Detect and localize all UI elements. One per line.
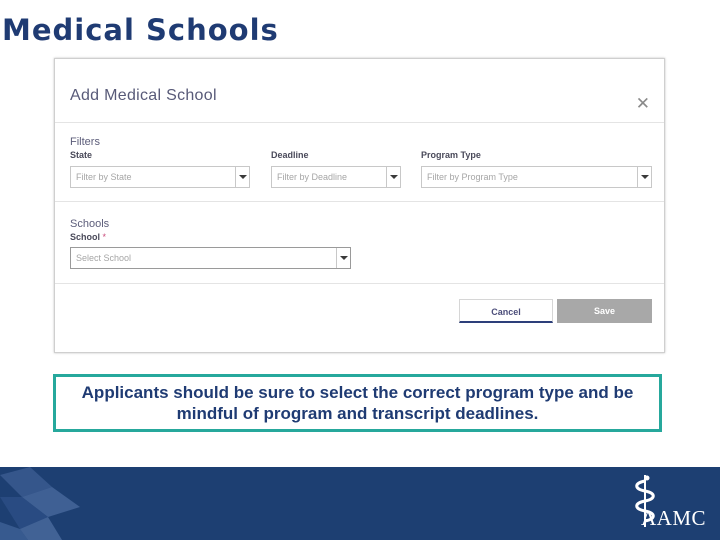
aamc-logo — [628, 473, 712, 535]
required-mark: * — [102, 232, 107, 242]
program-type-label: Program Type — [421, 150, 481, 160]
filters-divider — [55, 201, 664, 202]
logo-text: AAMC — [640, 506, 706, 530]
footer-divider — [55, 283, 664, 284]
school-select[interactable] — [70, 247, 351, 269]
chevron-down-icon[interactable] — [386, 167, 400, 187]
state-filter-placeholder: Filter by State — [76, 172, 132, 182]
cancel-button[interactable]: Cancel — [459, 299, 553, 323]
chevron-down-icon[interactable] — [235, 167, 249, 187]
filters-section-title: Filters — [70, 136, 100, 148]
program-type-filter-placeholder: Filter by Program Type — [427, 172, 518, 182]
save-button[interactable]: Save — [557, 299, 652, 323]
add-medical-school-modal — [54, 58, 665, 353]
deadline-filter-select[interactable] — [271, 166, 401, 188]
schools-section-title: Schools — [70, 218, 110, 230]
school-label — [70, 232, 106, 242]
school-select-placeholder: Select School — [76, 253, 132, 263]
modal-header-divider — [55, 122, 664, 123]
deadline-filter-placeholder: Filter by Deadline — [277, 172, 348, 182]
close-icon[interactable]: ✕ — [635, 94, 650, 114]
program-type-filter-select[interactable] — [421, 166, 652, 188]
decorative-chevrons — [0, 467, 150, 540]
chevron-down-icon[interactable] — [637, 167, 651, 187]
state-filter-select[interactable] — [70, 166, 250, 188]
state-label: State — [70, 150, 93, 160]
modal-title: Add Medical School — [70, 87, 217, 104]
school-label-text: School — [70, 232, 101, 242]
chevron-down-icon[interactable] — [336, 248, 350, 268]
footer-bar — [0, 467, 720, 540]
callout-note: Applicants should be sure to select the correct program type and be mindful of program and transcript deadlines. — [53, 374, 662, 432]
slide-title: Medical Schools — [2, 13, 279, 47]
deadline-label: Deadline — [271, 150, 309, 160]
